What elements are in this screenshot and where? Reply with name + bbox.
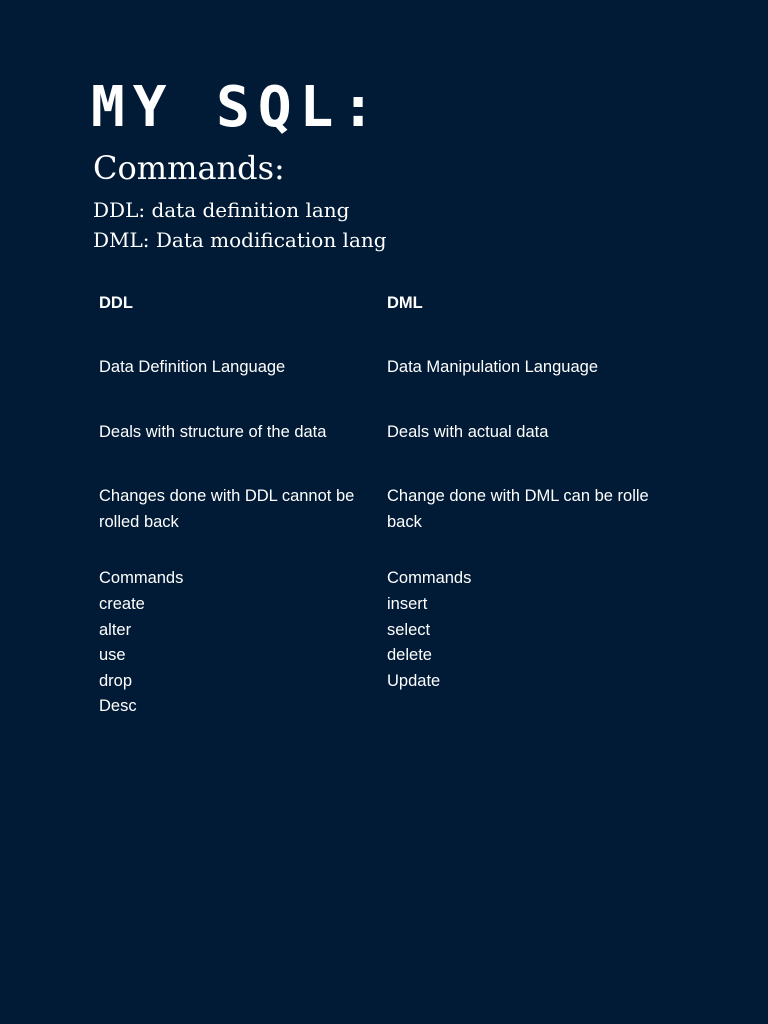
ddl-command-item: Desc [99,697,137,716]
ddl-command-item: create [99,595,145,613]
dml-commands-label: Commands [387,569,472,587]
dml-command-item: delete [387,646,432,665]
ddl-command-item: use [99,646,126,665]
ddl-rollback: Changes done with DDL cannot be rolled back [99,487,355,531]
dml-header: DML [387,294,423,312]
ddl-header: DDL [99,294,133,312]
dml-deals-with: Deals with actual data [387,423,549,441]
definition-dml: DML: Data modification lang [93,228,387,252]
definitions-block [93,195,387,255]
dml-command-item: Update [387,671,441,690]
dml-rollback: Change done with DML can be rolle back [387,487,649,531]
dml-commands-list [387,592,687,694]
ddl-commands-list [99,592,384,720]
ddl-command-item: drop [99,671,133,690]
ddl-command-item: alter [99,620,132,639]
ddl-deals-with: Deals with structure of the data [99,423,327,441]
page-title: MY SQL: [91,75,384,140]
dml-command-item: select [387,620,431,639]
ddl-full-name: Data Definition Language [99,358,286,376]
dml-full-name: Data Manipulation Language [387,358,598,376]
ddl-commands-label: Commands [99,569,184,587]
dml-command-item: insert [387,595,428,613]
definition-ddl: DDL: data definition lang [93,198,350,222]
section-subtitle: Commands: [93,149,285,187]
